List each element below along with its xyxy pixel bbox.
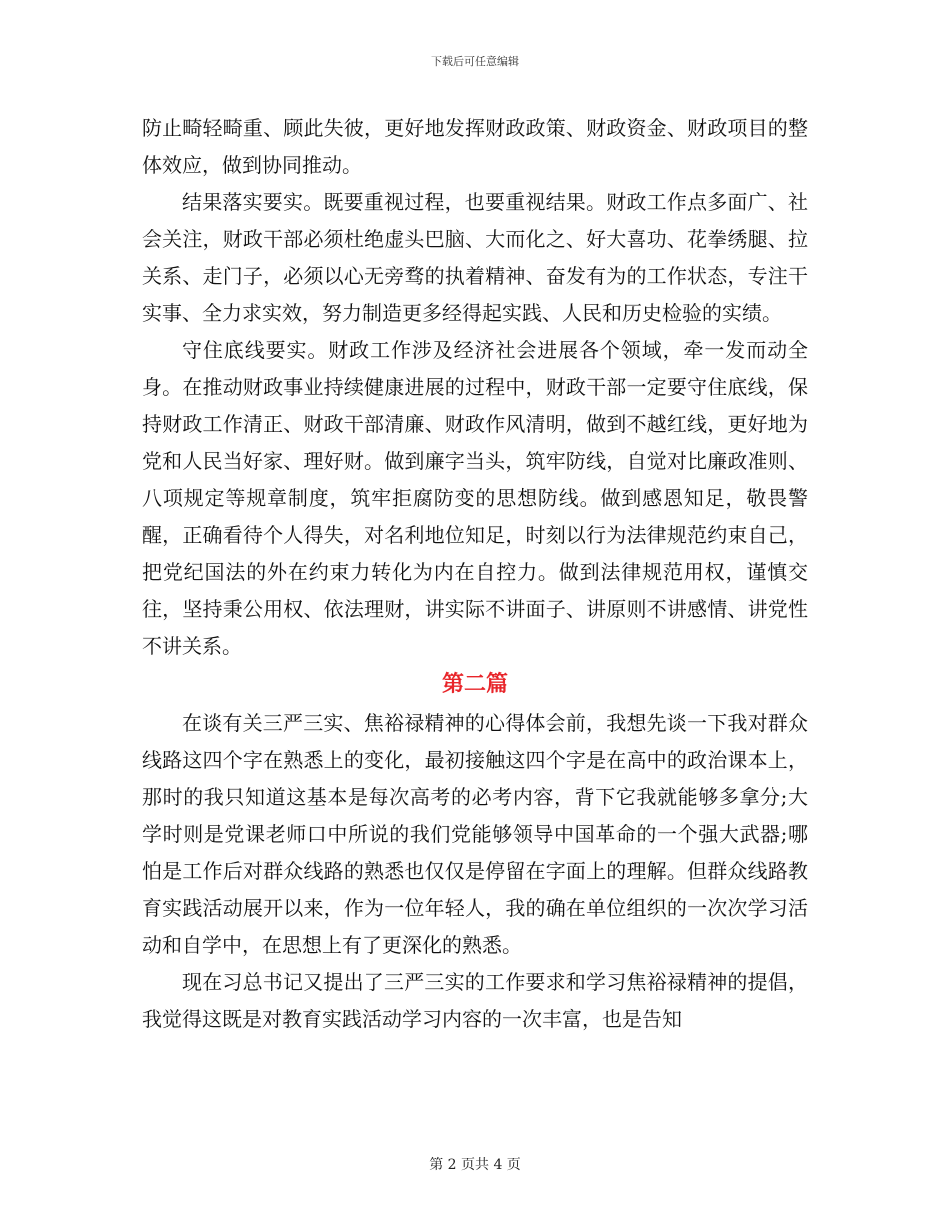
paragraph: 现在习总书记又提出了三严三实的工作要求和学习焦裕禄精神的提倡，我觉得这既是对教育实践活动学习内容的一次丰富，也是告知 — [142, 970, 808, 1031]
page-header: 下载后可任意编辑 — [431, 55, 519, 68]
paragraph: 防止畸轻畸重、顾此失彼，更好地发挥财政政策、财政资金、财政项目的整体效应，做到协同推动。 — [142, 116, 808, 177]
paragraph: 守住底线要实。财政工作涉及经济社会进展各个领域，牵一发而动全身。在推动财政事业持续健康进展的过程中，财政干部一定要守住底线，保持财政工作清正、财政干部清廉、财政作风清明，做到不越红线，更好地为党和人民当好家、理好财。做到廉字当头，筑牢防线，自觉对比廉政准则、八项规定等规章制度，筑牢拒腐防变的思想防线。做到感恩知足，敬畏警醒，正确看待个人得失，对名利地位知足，时刻以行为法律规范约束自己，把党纪国法的外在约束力转化为内在自控力。做到法律规范用权，谨慎交往，坚持秉公用权、依法理财，讲实际不讲面子、讲原则不讲感情、讲党性不讲关系。 — [142, 338, 808, 658]
paragraph: 在谈有关三严三实、焦裕禄精神的心得体会前，我想先谈一下我对群众线路这四个字在熟悉上的变化，最初接触这四个字是在高中的政治课本上，那时的我只知道这基本是每次高考的必考内容，背下它我就能够多拿分;大学时则是党课老师口中所说的我们党能够领导中国革命的一个强大武器;哪怕是工作后对群众线路的熟悉也仅仅是停留在字面上的理解。但群众线路教育实践活动展开以来，作为一位年轻人，我的确在单位组织的一次次学习活动和自学中，在思想上有了更深化的熟悉。 — [142, 711, 808, 957]
page-footer: 第 2 页共 4 页 — [429, 1157, 521, 1173]
document-body — [142, 110, 808, 1038]
section-title: 第二篇 — [441, 672, 508, 697]
paragraph: 结果落实要实。既要重视过程，也要重视结果。财政工作点多面广、社会关注，财政干部必须杜绝虚头巴脑、大而化之、好大喜功、花拳绣腿、拉关系、走门子，必须以心无旁骛的执着精神、奋发有为的工作状态，专注干实事、全力求实效，努力制造更多经得起实践、人民和历史检验的实绩。 — [142, 190, 808, 325]
